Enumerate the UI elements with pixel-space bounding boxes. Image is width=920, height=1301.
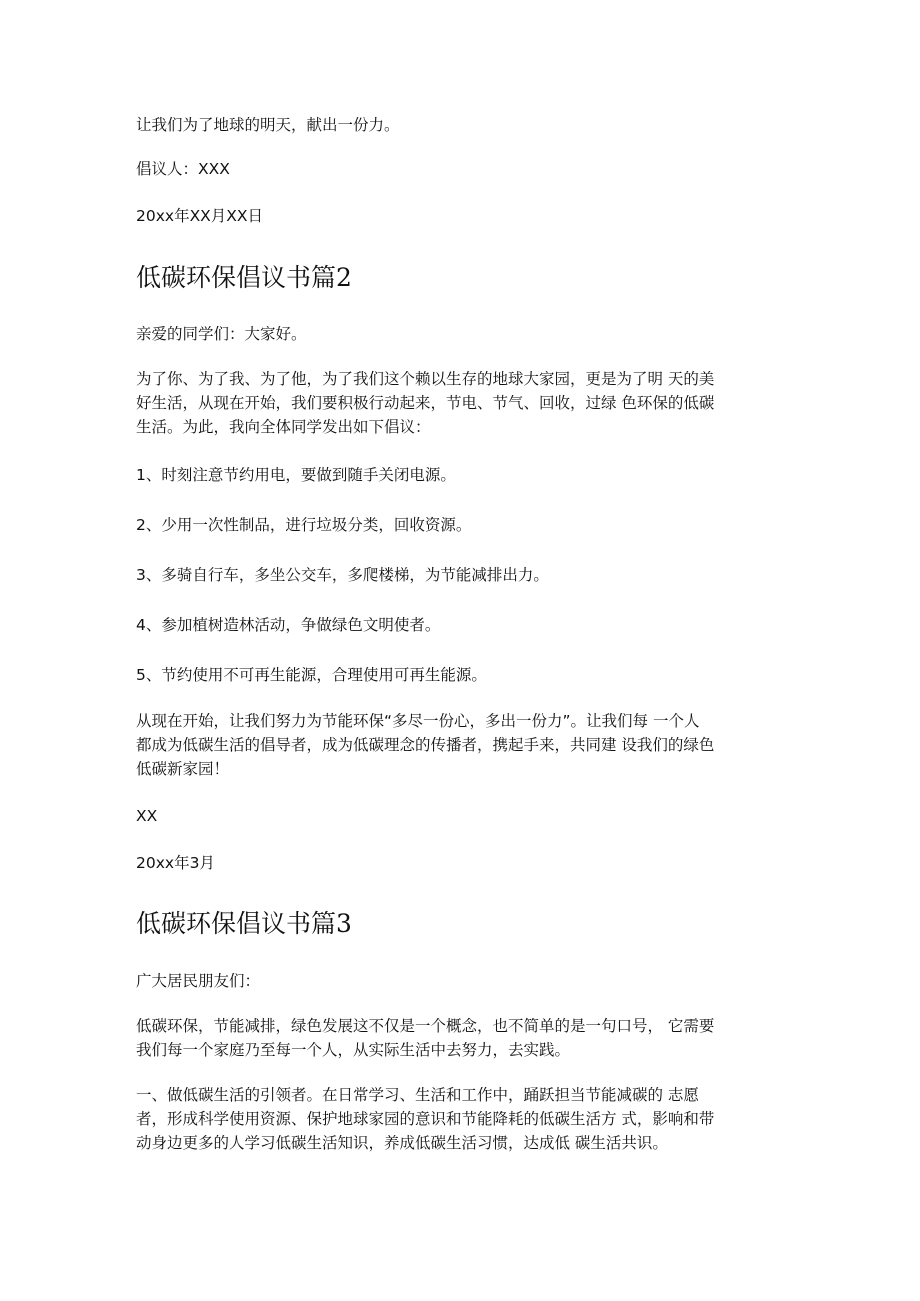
list-item: 1、时刻注意节约用电，要做到随手关闭电源。: [136, 466, 456, 484]
paragraph-line: 低碳环保，节能减排，绿色发展这不仅是一个概念，也不简单的是一句口号， 它需要: [136, 1017, 715, 1035]
date-line: 20xx年3月: [136, 854, 215, 872]
list-item: 2、少用一次性制品，进行垃圾分类，回收资源。: [136, 516, 472, 534]
initiator-line: 倡议人：XXX: [136, 160, 230, 178]
point-paragraph: [136, 1083, 784, 1155]
paragraph-line: 一、做低碳生活的引领者。在日常学习、生活和工作中，踊跃担当节能减碳的 志愿: [136, 1086, 699, 1104]
paragraph-line: 好生活，从现在开始，我们要积极行动起来，节电、节气、回收，过绿 色环保的低碳: [136, 394, 715, 412]
greeting: 亲爱的同学们：大家好。: [136, 325, 307, 343]
paragraph-line: 动身边更多的人学习低碳生活知识，养成低碳生活习惯，达成低 碳生活共识。: [136, 1134, 668, 1152]
paragraph-line: 都成为低碳生活的倡导者，成为低碳理念的传播者，携起手来，共同建 设我们的绿色: [136, 736, 715, 754]
list-item: 4、参加植树造林活动，争做绿色文明使者。: [136, 616, 441, 634]
signature: XX: [136, 807, 158, 825]
paragraph-line: 生活。为此，我向全体同学发出如下倡议：: [136, 418, 431, 436]
section-heading: 低碳环保倡议书篇3: [136, 909, 352, 938]
paragraph-line: 为了你、为了我、为了他，为了我们这个赖以生存的地球大家园，更是为了明 天的美: [136, 370, 715, 388]
intro-paragraph: [136, 367, 784, 439]
paragraph-line: 低碳新家园！: [136, 760, 230, 778]
paragraph-line: 从现在开始，让我们努力为节能环保“多尽一份心，多出一份力”。让我们每 一个人: [136, 712, 700, 730]
list-item: 5、节约使用不可再生能源，合理使用可再生能源。: [136, 666, 487, 684]
greeting: 广大居民朋友们：: [136, 972, 261, 990]
list-item: 3、多骑自行车，多坐公交车，多爬楼梯，为节能减排出力。: [136, 566, 549, 584]
section-heading: 低碳环保倡议书篇2: [136, 263, 352, 292]
closing-sentence: 让我们为了地球的明天，献出一份力。: [136, 116, 400, 134]
paragraph-line: 我们每一个家庭乃至每一个人，从实际生活中去努力，去实践。: [136, 1041, 571, 1059]
date-line: 20xx年XX月XX日: [136, 207, 264, 225]
closing-paragraph: [136, 709, 784, 781]
intro-paragraph: [136, 1014, 784, 1062]
paragraph-line: 者，形成科学使用资源、保护地球家园的意识和节能降耗的低碳生活方 式，影响和带: [136, 1110, 715, 1128]
